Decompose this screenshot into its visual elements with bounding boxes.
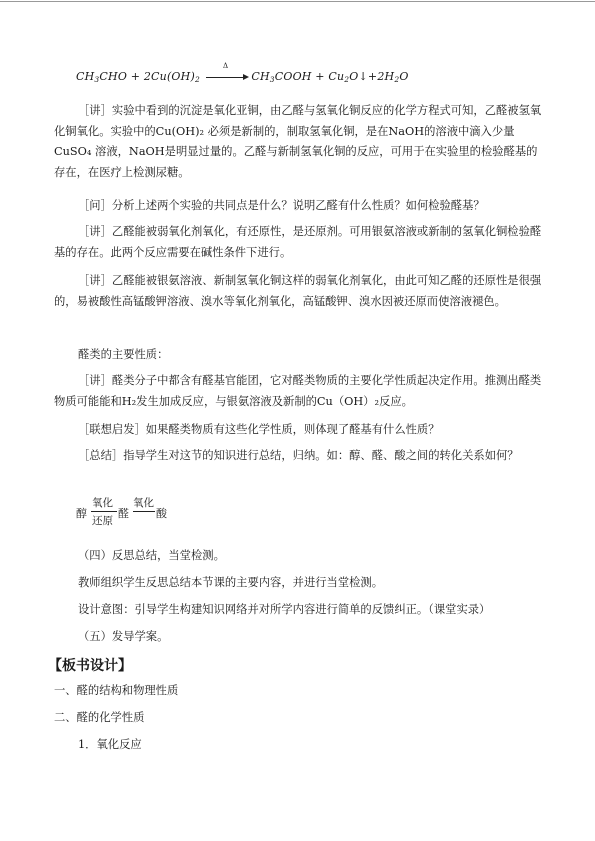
page-top-rule xyxy=(0,1,595,2)
eq-lhs-b-sub: 2 xyxy=(194,75,200,84)
step-4-title: （四）反思总结，当堂检测。 xyxy=(78,549,225,562)
eq-lhs-b: CHO + 2Cu(OH) xyxy=(99,70,195,83)
step-5-title: （五）发导学案。 xyxy=(78,630,169,643)
diagram-oxidize-2: 氧化 xyxy=(133,497,154,509)
eq-lhs-a: CH xyxy=(76,70,95,83)
diagram-reduce: 还原 xyxy=(92,515,113,527)
paragraph-lecture-3: ［讲］乙醛能被银氨溶液、新制氢氧化铜这样的弱氧化剂氧化，由此可知乙醛的还原性是很强的，易被酸性高锰酸钾溶液、溴水等氧化剂氧化，高锰酸钾、溴水因被还原而使溶液褪色。 xyxy=(54,274,542,308)
conversion-diagram xyxy=(76,497,186,527)
paragraph-lecture-2: ［讲］乙醛能被弱氧化剂氧化，有还原性，是还原剂。可用银氨溶液或新制的氢氧化铜检验醛基的存在。此两个反应需要在碱性条件下进行。 xyxy=(54,225,542,259)
diagram-oxidize-1: 氧化 xyxy=(92,497,113,509)
diagram-acid: 酸 xyxy=(156,507,167,520)
design-intent: 设计意图：引导学生构建知识网络并对所学内容进行简单的反馈纠正。（课堂实录） xyxy=(78,603,491,616)
reaction-arrow-icon xyxy=(204,62,248,83)
chemical-equation xyxy=(76,62,409,84)
paragraph-association: ［联想启发］如果醛类物质有这些化学性质，则体现了醛基有什么性质？ xyxy=(78,423,440,436)
paragraph-question: ［问］分析上述两个实验的共同点是什么？说明乙醛有什么性质？如何检验醛基？ xyxy=(78,199,485,212)
eq-lhs-a-sub: 3 xyxy=(94,75,100,84)
step-4-body: 教师组织学生反思总结本节课的主要内容，并进行当堂检测。 xyxy=(78,576,384,589)
eq-rhs-a-sub: 3 xyxy=(269,75,275,84)
board-item-2: 二、醛的化学性质 xyxy=(54,711,145,724)
paragraph-lecture-1: ［讲］实验中看到的沉淀是氧化亚铜，由乙醛与氢氧化铜反应的化学方程式可知，乙醛被氢氧化铜氧化。实验中的Cu(OH)₂ 必须是新制的，制取氢氧化铜，是在NaOH的溶液中滴入少量CuSO₄ 溶液，NaOH是明显过量的。乙醛与新制氢氧化铜的反应，可用于在实验里的检验醛基的存在，在医疗上检测尿糖。 xyxy=(54,104,542,179)
board-item-3: 1．氧化反应 xyxy=(78,738,142,751)
paragraph-lecture-4: ［讲］醛类分子中都含有醛基官能团，它对醛类物质的主要化学性质起决定作用。推测出醛类物质可能能和H₂发生加成反应，与银氨溶液及新制的Cu（OH）₂反应。 xyxy=(54,374,542,408)
diagram-alcohol: 醇 xyxy=(76,507,87,520)
forward-arrow-icon xyxy=(133,511,155,512)
paragraph-summary: ［总结］指导学生对这节的知识进行总结，归纳。如：醇、醛、酸之间的转化关系如何？ xyxy=(78,449,519,462)
eq-rhs-b-sub: 2 xyxy=(344,75,350,84)
board-item-1: 一、醛的结构和物理性质 xyxy=(54,684,179,697)
eq-rhs-c-sub: 2 xyxy=(394,75,400,84)
board-design-heading: 【板书设计】 xyxy=(48,658,132,674)
paragraph-aldehyde-props: 醛类的主要性质： xyxy=(78,348,169,361)
heat-condition: Δ xyxy=(222,62,229,70)
eq-rhs-a: CH xyxy=(251,70,270,83)
eq-rhs-b: COOH + Cu xyxy=(274,70,345,83)
eq-rhs-d: O xyxy=(399,70,409,83)
diagram-aldehyde: 醛 xyxy=(118,507,129,520)
eq-rhs-c: O↓+2H xyxy=(349,70,395,83)
equilibrium-arrow-icon xyxy=(91,511,117,512)
